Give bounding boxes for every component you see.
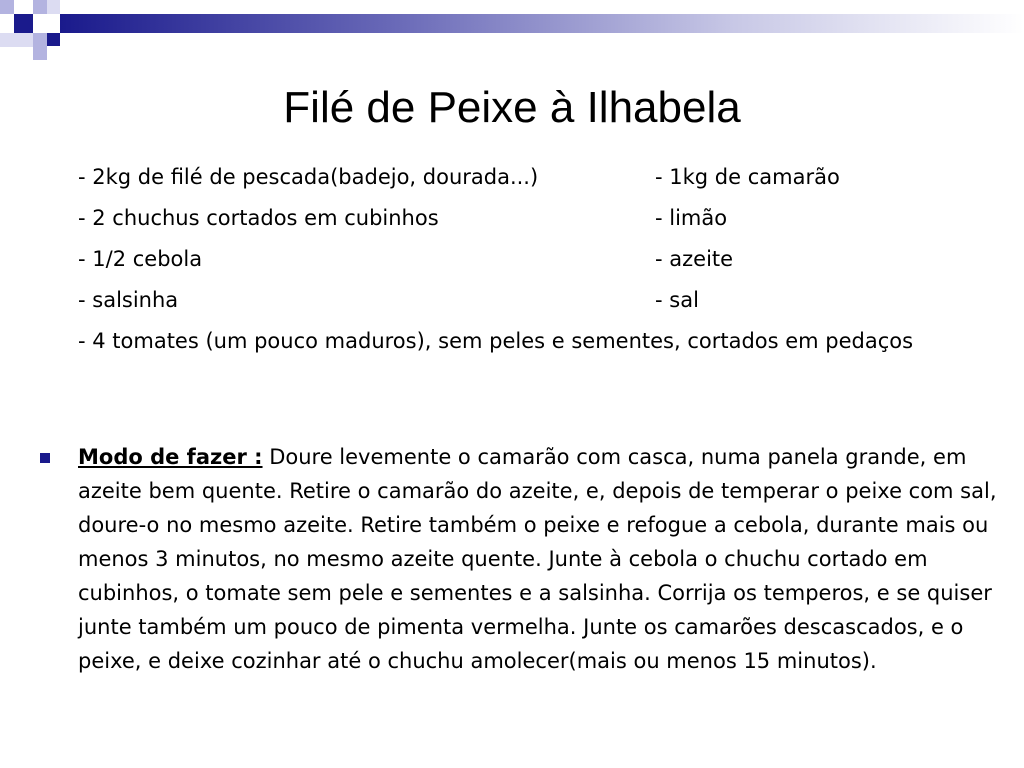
method-body: Doure levemente o camarão com casca, numa panela grande, em azeite bem quente. Retire o camarão do azeite, e, depois de temperar o peixe com sal, doure-o no mesmo azeite. Retire também o peixe e refogue a cebola, durante mais ou menos 3 minutos, no mesmo azeite quente. Junte à cebola o chuchu cortado em cubinhos, o tomate sem pele e sementes e a salsinha. Corrija os temperos, e se quiser junte também um pouco de pimenta vermelha. Junte os camarões descascados, e o peixe, e deixe cozinhar até o chuchu amolecer(mais ou menos 15 minutos).: [78, 445, 997, 673]
decorative-square: [47, 33, 60, 46]
ingredient-item: - 1kg de camarão: [655, 165, 840, 189]
decorative-square: [33, 0, 47, 14]
decorative-square: [47, 0, 60, 14]
ingredient-item: - limão: [655, 206, 728, 230]
ingredients-list: [78, 160, 998, 358]
bullet-square-icon: [40, 453, 50, 463]
ingredient-row: [78, 242, 998, 283]
ingredient-item-full: - 4 tomates (um pouco maduros), sem peles e sementes, cortados em pedaços: [78, 329, 914, 353]
method-paragraph: [78, 440, 998, 678]
decorative-square: [0, 0, 14, 14]
ingredient-item: - 2 chuchus cortados em cubinhos: [78, 206, 439, 230]
method-label: Modo de fazer :: [78, 445, 263, 469]
decorative-square: [33, 47, 47, 60]
ingredient-item: - 1/2 cebola: [78, 247, 203, 271]
slide-title: Filé de Peixe à Ilhabela: [283, 83, 741, 132]
ingredient-row: [78, 283, 998, 324]
decorative-square: [33, 33, 47, 47]
decorative-square: [0, 33, 14, 47]
ingredient-row: [78, 201, 998, 242]
decorative-square: [14, 33, 33, 47]
header-gradient-bar: [60, 14, 1024, 33]
ingredient-row: [78, 160, 998, 201]
ingredient-item: - sal: [655, 288, 699, 312]
ingredient-item: - azeite: [655, 247, 734, 271]
decorative-square: [14, 14, 33, 33]
ingredient-item: - 2kg de filé de pescada(badejo, dourada...): [78, 165, 539, 189]
ingredient-item: - salsinha: [78, 288, 179, 312]
